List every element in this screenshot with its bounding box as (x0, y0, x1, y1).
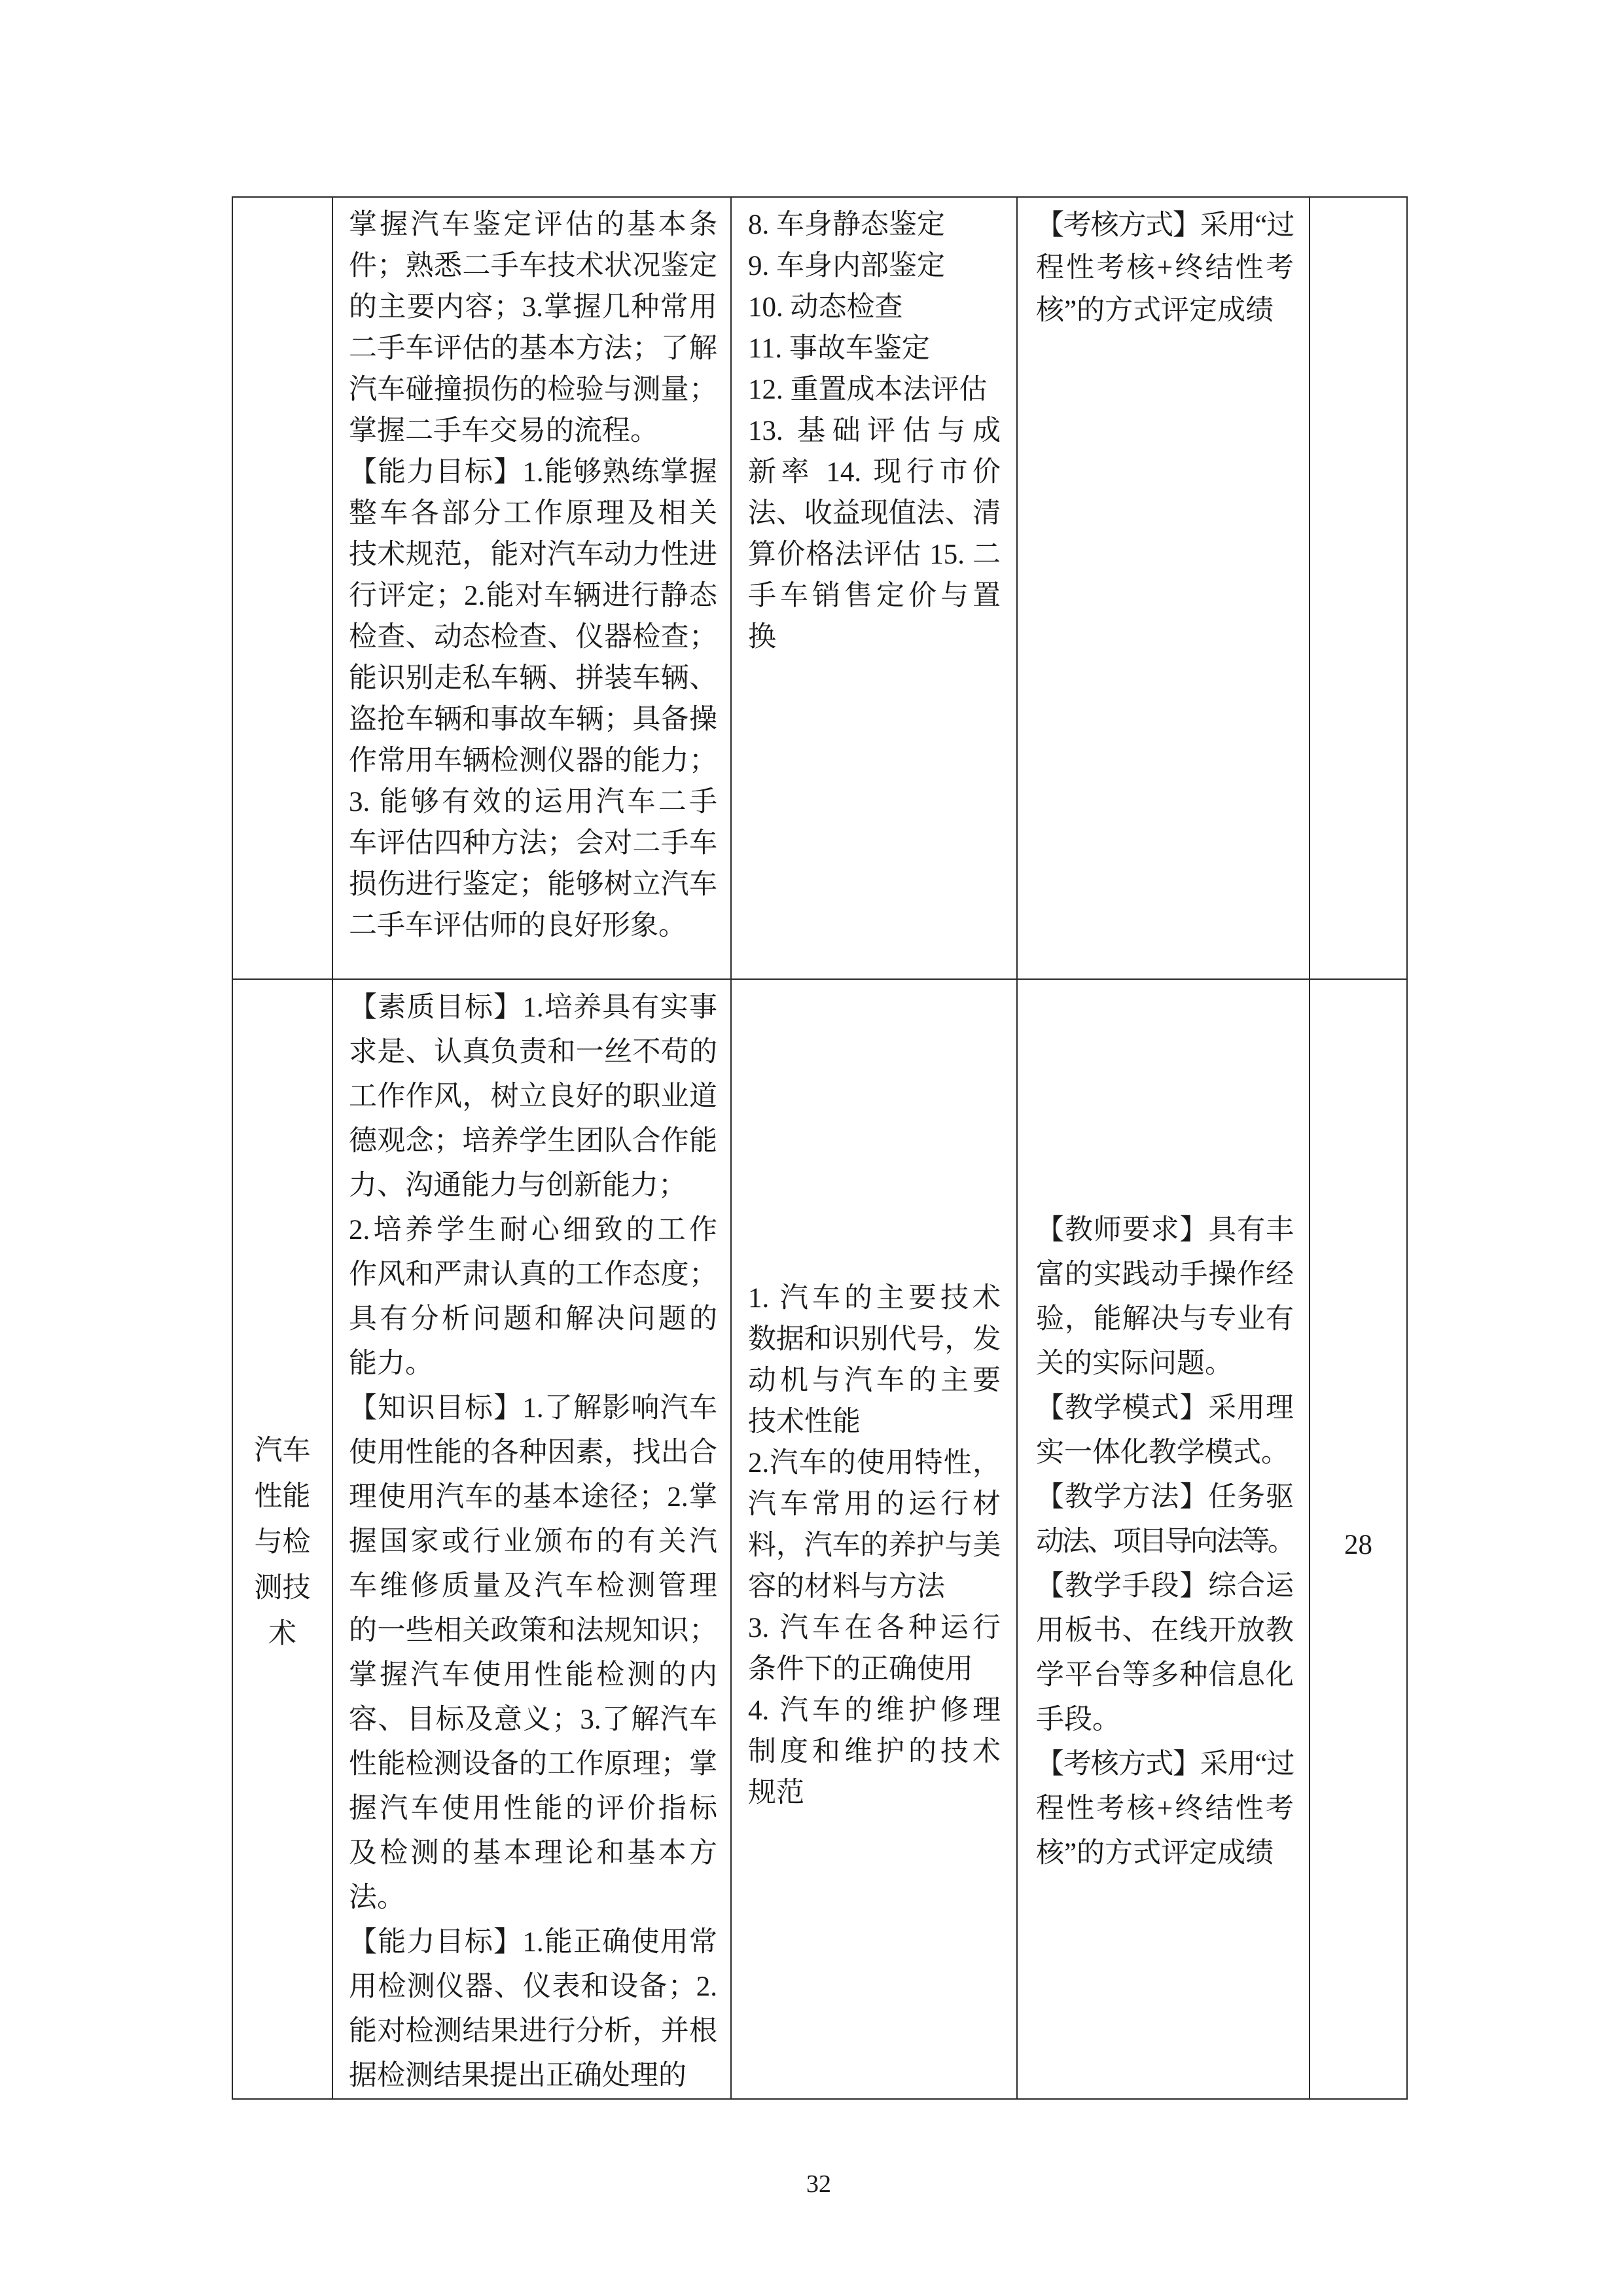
text-line: 程性考核+终结性考 (1036, 253, 1294, 283)
text-line: 关的实际问题。 (1036, 1348, 1233, 1379)
text-line: 动法、项目导向法等。 (1036, 1526, 1293, 1557)
text-line: 据检测结果提出正确处理的 (349, 2060, 687, 2091)
text-line: 手段。 (1036, 1704, 1120, 1735)
paragraph (748, 1607, 1001, 1690)
text-line: 【能力目标】1.能够熟练掌握 (349, 457, 717, 488)
text-line: 4. 汽车的维护修理 (748, 1695, 1001, 1726)
objectives-text (349, 204, 717, 946)
text-line: 法、收益现值法、清 (748, 498, 1001, 529)
paragraph (748, 287, 1001, 328)
text-line: 损伤进行鉴定；能够树立汽车 (349, 869, 717, 900)
text-line: 程性考核+终结性考 (1036, 1793, 1294, 1824)
text-line: 件；熟悉二手车技术状况鉴定 (349, 251, 717, 281)
text-line: 验，能解决与专业有 (1036, 1303, 1294, 1335)
objectives-cell (332, 978, 732, 2100)
text-line: 3. 汽车在各种运行 (748, 1613, 1001, 1643)
text-line: 力、沟通能力与创新能力； (349, 1170, 687, 1201)
requirements-cell (1016, 978, 1310, 2100)
text-line: 作常用车辆检测仪器的能力； (349, 745, 717, 776)
text-line: 汽车碰撞损伤的检验与测量； (349, 374, 717, 405)
text-line: 【教学方法】任务驱 (1036, 1481, 1294, 1513)
text-line: 掌握汽车使用性能检测的内 (349, 1660, 717, 1691)
text-line: 数据和识别代号，发 (748, 1324, 1001, 1355)
text-line: 8. 车身静态鉴定 (748, 209, 945, 240)
text-line: 检查、动态检查、仪器检查； (349, 622, 717, 653)
text-line: 12. 重置成本法评估 (748, 374, 988, 405)
paragraph (1036, 1386, 1294, 1475)
text-line: 核”的方式评定成绩 (1036, 1837, 1274, 1869)
text-line: 规范 (748, 1778, 804, 1808)
text-line: 【素质目标】1.培养具有实事 (349, 992, 717, 1023)
text-line: 技术性能 (748, 1407, 861, 1437)
text-line: 整车各部分工作原理及相关 (349, 498, 717, 529)
content-cell (730, 978, 1018, 2100)
text-line: 用板书、在线开放教 (1036, 1615, 1294, 1646)
text-line: 实一体化教学模式。 (1036, 1437, 1289, 1468)
text-line: 换 (748, 622, 776, 653)
paragraph (349, 1386, 717, 1920)
course-name-cell (232, 978, 333, 2100)
text-line: 【教学模式】采用理 (1036, 1392, 1294, 1424)
text-line: 掌握二手车交易的流程。 (349, 416, 658, 446)
text-line: 2.汽车的使用特性， (748, 1448, 1001, 1479)
text-line: 能识别走私车辆、拼装车辆、 (349, 663, 717, 694)
text-line: 理使用汽车的基本途径；2.掌 (349, 1482, 717, 1513)
text-line: 掌握汽车鉴定评估的基本条 (349, 209, 717, 240)
paragraph (748, 1443, 1001, 1607)
text-line: 9. 车身内部鉴定 (748, 251, 945, 281)
text-line: 【教师要求】具有丰 (1036, 1214, 1294, 1246)
text-line: 盗抢车辆和事故车辆；具备操 (349, 704, 717, 735)
text-line: 算价格法评估 15. 二 (748, 539, 1001, 570)
paragraph (349, 986, 717, 1208)
text-line: 握汽车使用性能的评价指标 (349, 1793, 717, 1824)
text-line: 用检测仪器、仪表和设备；2. (349, 1971, 717, 2002)
paragraph (1036, 1742, 1294, 1876)
hours-cell (1309, 978, 1408, 2100)
class-hours: 28 (1344, 1529, 1372, 1560)
paragraph (748, 1690, 1001, 1814)
text-line: 动机与汽车的主要 (748, 1365, 1001, 1396)
text-line: 制度和维护的技术 (748, 1736, 1001, 1767)
paragraph (349, 452, 717, 946)
text-line: 能力。 (349, 1348, 433, 1379)
text-line: 【考核方式】采用“过 (1036, 1748, 1294, 1780)
text-line: 3. 能够有效的运用汽车二手 (349, 787, 717, 817)
objectives-text (349, 986, 717, 2098)
text-line: 二手车评估师的良好形象。 (349, 910, 687, 941)
paragraph (1036, 1475, 1294, 1564)
hours-cell (1309, 196, 1408, 980)
text-line: 握国家或行业颁布的有关汽 (349, 1526, 717, 1557)
text-line: 使用性能的各种因素，找出合 (349, 1437, 717, 1468)
paragraph (1036, 1564, 1294, 1742)
text-line: 富的实践动手操作经 (1036, 1259, 1294, 1290)
text-line: 【考核方式】采用“过 (1036, 210, 1294, 241)
paragraph (748, 1278, 1001, 1443)
text-line: 具有分析问题和解决问题的 (349, 1304, 717, 1335)
text-line: 2.培养学生耐心细致的工作 (349, 1215, 717, 1246)
paragraph (748, 204, 1001, 245)
paragraph (748, 410, 1001, 658)
text-line: 性能检测设备的工作原理；掌 (349, 1749, 717, 1780)
text-line: 汽车常用的运行材 (748, 1489, 1001, 1520)
content-cell (730, 196, 1018, 980)
text-line: 法。 (349, 1882, 405, 1913)
text-line: 及检测的基本理论和基本方 (349, 1838, 717, 1869)
text-line: 【能力目标】1.能正确使用常 (349, 1927, 717, 1958)
text-line: 1. 汽车的主要技术 (748, 1283, 1001, 1314)
paragraph (349, 1208, 717, 1386)
paragraph (1036, 1208, 1294, 1386)
paragraph (748, 245, 1001, 287)
paragraph (349, 1920, 717, 2098)
text-line: 【教学手段】综合运 (1036, 1570, 1294, 1602)
text-line: 二手车评估的基本方法；了解 (349, 333, 717, 364)
paragraph (748, 328, 1001, 369)
text-line: 条件下的正确使用 (748, 1654, 973, 1685)
paragraph (349, 204, 717, 452)
text-line: 的主要内容；3.掌握几种常用 (349, 292, 717, 323)
text-line: 工作作风，树立良好的职业道 (349, 1081, 717, 1112)
text-line: 车维修质量及汽车检测管理 (349, 1571, 717, 1602)
page-number: 32 (806, 2170, 831, 2198)
text-line: 手车销售定价与置 (748, 581, 1001, 611)
paragraph (1036, 204, 1294, 332)
text-line: 作风和严肃认真的工作态度； (349, 1259, 717, 1290)
text-line: 德观念；培养学生团队合作能 (349, 1126, 717, 1157)
content-text (748, 1278, 1001, 1814)
content-text (748, 204, 1001, 658)
text-line: 11. 事故车鉴定 (748, 333, 930, 364)
text-line: 13. 基础评估与成 (748, 416, 1001, 446)
requirements-text (1036, 204, 1294, 332)
text-line: 学平台等多种信息化 (1036, 1659, 1294, 1691)
text-line: 能对检测结果进行分析，并根 (349, 2016, 717, 2047)
text-line: 容、目标及意义；3.了解汽车 (349, 1704, 717, 1735)
course-name: 汽车性能与检测技术 (254, 1435, 311, 1649)
text-line: 新率 14. 现行市价 (748, 457, 1001, 488)
objectives-cell (332, 196, 732, 980)
text-line: 核”的方式评定成绩 (1036, 295, 1274, 326)
course-name-cell (232, 196, 333, 980)
requirements-text (1036, 1208, 1294, 1876)
requirements-cell (1016, 196, 1310, 980)
text-line: 容的材料与方法 (748, 1571, 945, 1602)
text-line: 料，汽车的养护与美 (748, 1530, 1001, 1561)
text-line: 【知识目标】1.了解影响汽车 (349, 1393, 717, 1424)
text-line: 行评定；2.能对车辆进行静态 (349, 581, 717, 611)
paragraph (748, 369, 1001, 410)
text-line: 技术规范，能对汽车动力性进 (349, 539, 717, 570)
text-line: 的一些相关政策和法规知识； (349, 1615, 717, 1646)
text-line: 10. 动态检查 (748, 292, 903, 323)
text-line: 车评估四种方法；会对二手车 (349, 828, 717, 859)
text-line: 求是、认真负责和一丝不苟的 (349, 1037, 717, 1067)
